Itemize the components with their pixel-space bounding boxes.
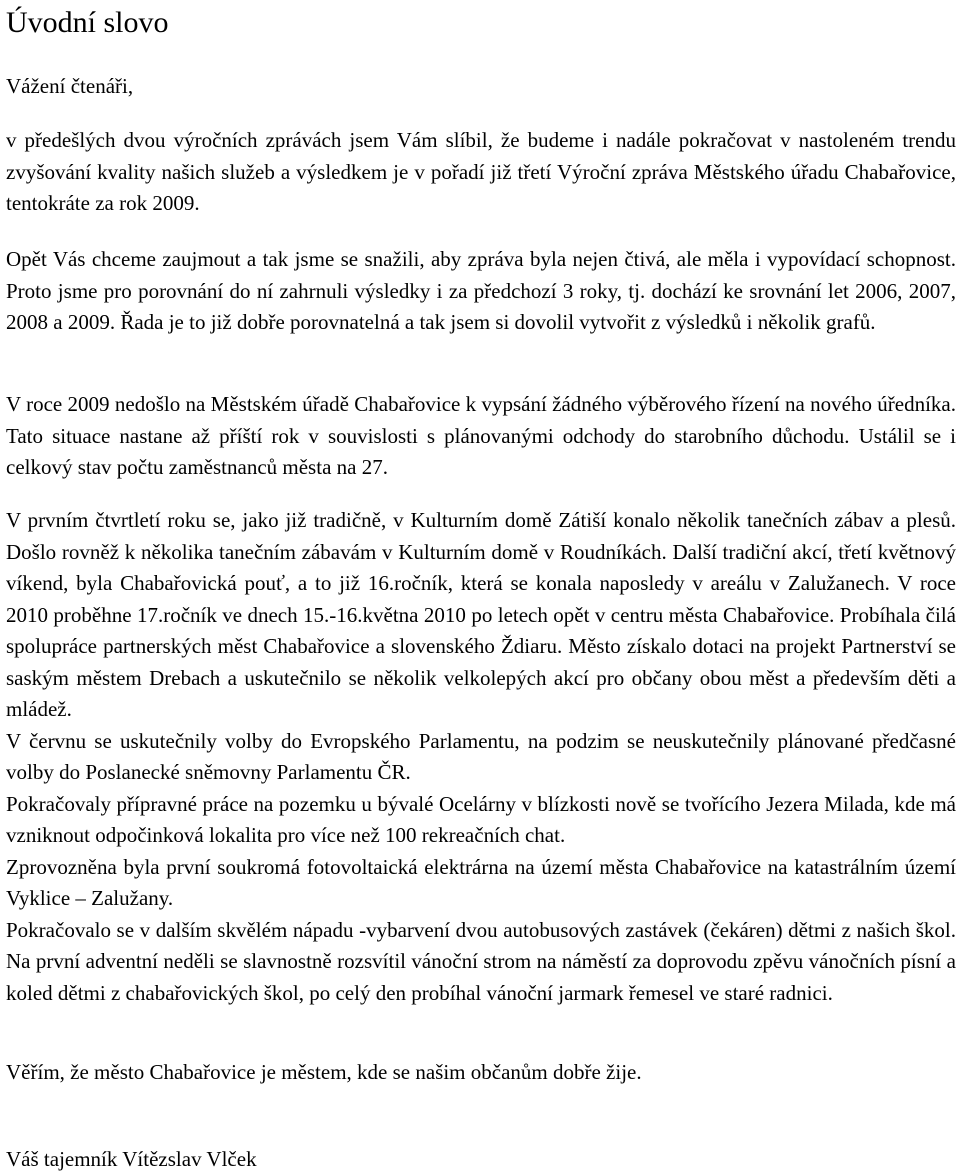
paragraph-comparison: Opět Vás chceme zaujmout a tak jsme se snažili, aby zpráva byla nejen čtivá, ale měla i vypovídací schopnost. Proto jsme pro porovnání do ní zahrnuli výsledky i za předchozí 3 roky, tj. dochází ke srovnání let 2006, 2007, 2008 a 2009. Řada je to již dobře porovnatelná a tak jsem si dovolil vytvořit z výsledků i několik grafů. bbox=[6, 247, 956, 334]
paragraph-block-comparison bbox=[6, 244, 956, 339]
paragraph-block-intro bbox=[6, 125, 956, 220]
paragraph-block-closing bbox=[6, 1057, 956, 1089]
paragraph-elections: V červnu se uskutečnily volby do Evropského Parlamentu, na podzim se neuskutečnily plánované předčasné volby do Poslanecké sněmovny Parlamentu ČR. bbox=[6, 728, 956, 784]
signature: Váš tajemník Vítězslav Vlček bbox=[6, 1147, 257, 1171]
paragraph-staff: V roce 2009 nedošlo na Městském úřadě Chabařovice k vypsání žádného výběrového řízení na nového úředníka. Tato situace nastane až příští rok v souvislosti s plánovanými odchody do starobního důchodu. Ustálil se i celkový stav počtu zaměstnanců města na 27. bbox=[6, 392, 956, 479]
paragraph-block-events bbox=[6, 505, 956, 1009]
paragraph-closing: Věřím, že město Chabařovice je městem, kde se našim občanům dobře žije. bbox=[6, 1060, 642, 1084]
paragraph-advent: Pokračovalo se v dalším skvělém nápadu -vybarvení dvou autobusových zastávek (čekáren) dětmi z našich škol. Na první adventní neděli se slavnostně rozsvítil vánoční strom na náměstí za doprovodu zpěvu vánočních písní a koled dětmi z chabařovických škol, po celý den probíhal vánoční jarmark řemesel ve staré radnici. bbox=[6, 917, 956, 1005]
paragraph-block-staff bbox=[6, 389, 956, 484]
page-title: Úvodní slovo bbox=[6, 6, 169, 39]
paragraph-solar-plant: Zprovozněna byla první soukromá fotovoltaická elektrárna na území města Chabařovice na katastrálním území Vyklice – Zalužany. bbox=[6, 854, 956, 910]
paragraph-intro: v předešlých dvou výročních zprávách jsem Vám slíbil, že budeme i nadále pokračovat v nastoleném trendu zvyšování kvality našich služeb a výsledkem je v pořadí již třetí Výroční zpráva Městského úřadu Chabařovice, tentokráte za rok 2009. bbox=[6, 128, 956, 215]
paragraph-lake-milada: Pokračovaly přípravné práce na pozemku u bývalé Ocelárny v blízkosti nově se tvořícího Jezera Milada, kde má vzniknout odpočinková lokalita pro více než 100 rekreačních chat. bbox=[6, 791, 956, 847]
greeting: Vážení čtenáři, bbox=[6, 74, 134, 98]
paragraph-culture: V prvním čtvrtletí roku se, jako již tradičně, v Kulturním domě Zátiší konalo několik tanečních zábav a plesů. Došlo rovněž k několika tanečním zábavám v Kulturním domě v Roudníkách. Další tradiční akcí, třetí květnový víkend, byla Chabařovická pouť, a to již 16.ročník, která se konala naposledy v areálu v Zalužanech. V roce 2010 proběhne 17.ročník ve dnech 15.-16.května 2010 po letech opět v centru města Chabařovice. Probíhala čilá spolupráce partnerských měst Chabařovice a slovenského Ždiaru. Město získalo dotaci na projekt Partnerství se saským městem Drebach a uskutečnilo se několik velkolepých akcí pro občany obou měst a především děti a mládež. bbox=[6, 508, 956, 721]
